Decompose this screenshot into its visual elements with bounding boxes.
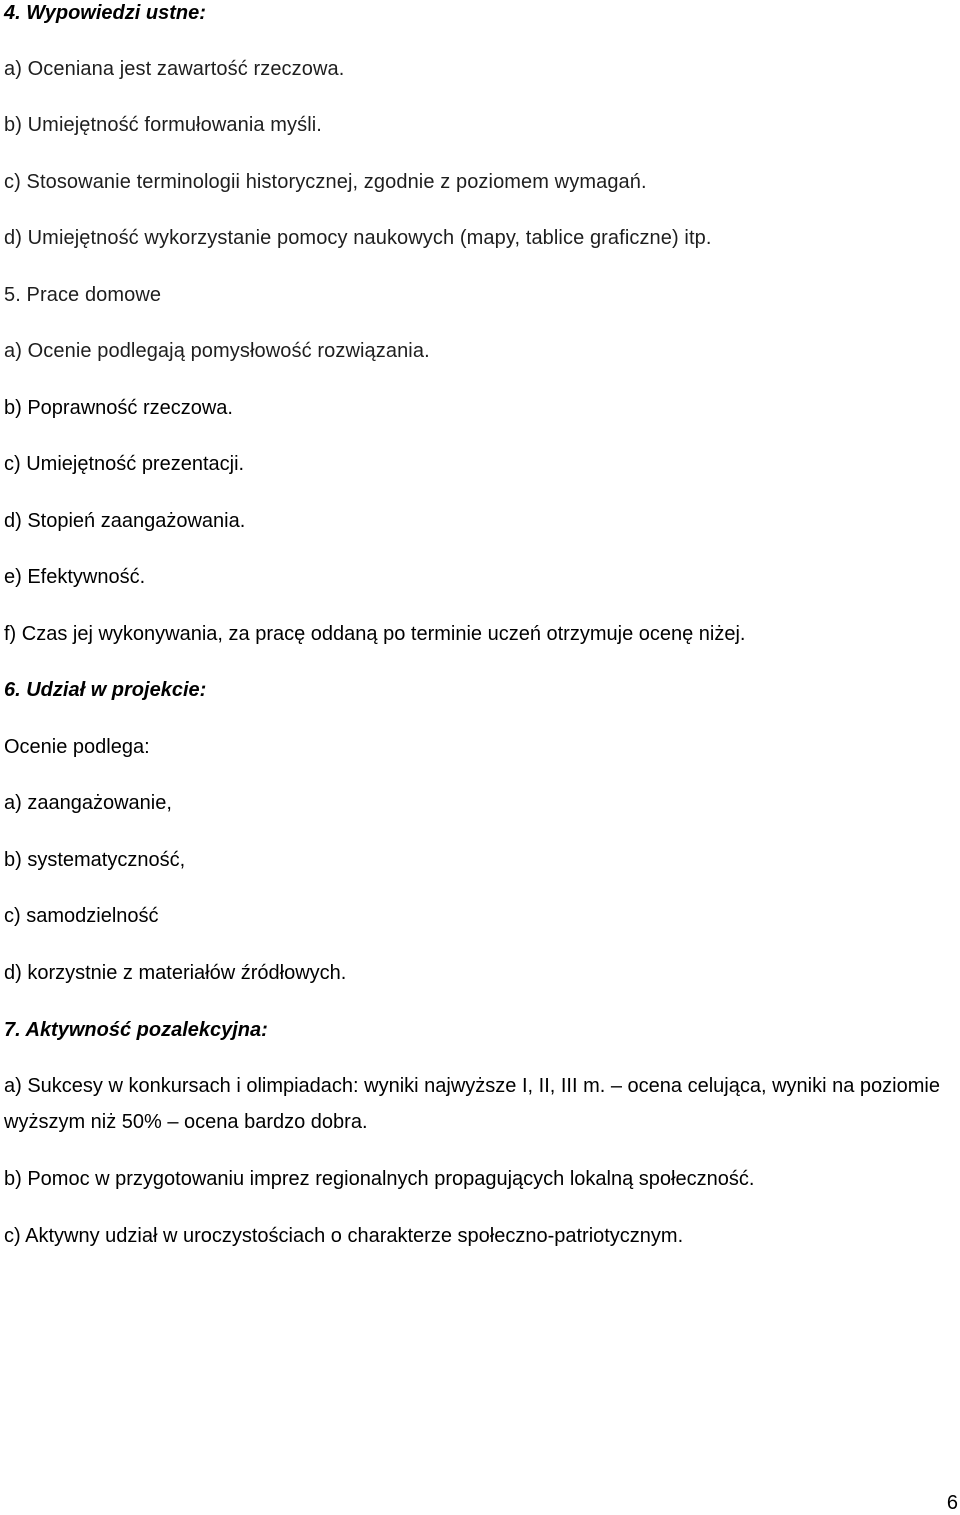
section-4-item-d: d) Umiejętność wykorzystanie pomocy naukowych (mapy, tablice graficzne) itp. — [4, 227, 712, 249]
section-6-item-c: c) samodzielność — [4, 905, 159, 927]
section-5-item-d: d) Stopień zaangażowania. — [4, 510, 246, 532]
section-6-intro: Ocenie podlega: — [4, 736, 150, 758]
section-4-heading: 4. Wypowiedzi ustne: — [4, 2, 206, 24]
section-5-item-c: c) Umiejętność prezentacji. — [4, 453, 245, 475]
section-5-item-f: f) Czas jej wykonywania, za pracę oddaną po terminie uczeń otrzymuje ocenę niżej. — [4, 623, 746, 645]
page-number: 6 — [946, 1492, 958, 1514]
section-5-heading: 5. Prace domowe — [4, 284, 162, 306]
section-5-item-b: b) Poprawność rzeczowa. — [4, 397, 233, 419]
section-5-item-e: e) Efektywność. — [4, 566, 146, 588]
section-7-item-c: c) Aktywny udział w uroczystościach o charakterze społeczno-patriotycznym. — [4, 1225, 684, 1247]
section-5-item-a: a) Ocenie podlegają pomysłowość rozwiązania. — [4, 340, 430, 362]
section-6-item-b: b) systematyczność, — [4, 849, 186, 871]
section-6-item-a: a) zaangażowanie, — [4, 792, 172, 814]
section-7-heading: 7. Aktywność pozalekcyjna: — [4, 1019, 268, 1041]
section-4-item-c: c) Stosowanie terminologii historycznej, zgodnie z poziomem wymagań. — [4, 171, 647, 193]
section-6-item-d: d) korzystnie z materiałów źródłowych. — [4, 962, 347, 984]
section-7-item-b: b) Pomoc w przygotowaniu imprez regionalnych propagujących lokalną społeczność. — [4, 1168, 755, 1190]
section-4-item-a: a) Oceniana jest zawartość rzeczowa. — [4, 58, 345, 80]
section-6-heading: 6. Udział w projekcie: — [4, 679, 207, 701]
section-4-item-b: b) Umiejętność formułowania myśli. — [4, 114, 322, 136]
section-7-item-a: a) Sukcesy w konkursach i olimpiadach: wyniki najwyższe I, II, III m. – ocena celująca, wyniki na poziomie wyższym niż 50% – ocena bardzo dobra. — [4, 1075, 940, 1133]
